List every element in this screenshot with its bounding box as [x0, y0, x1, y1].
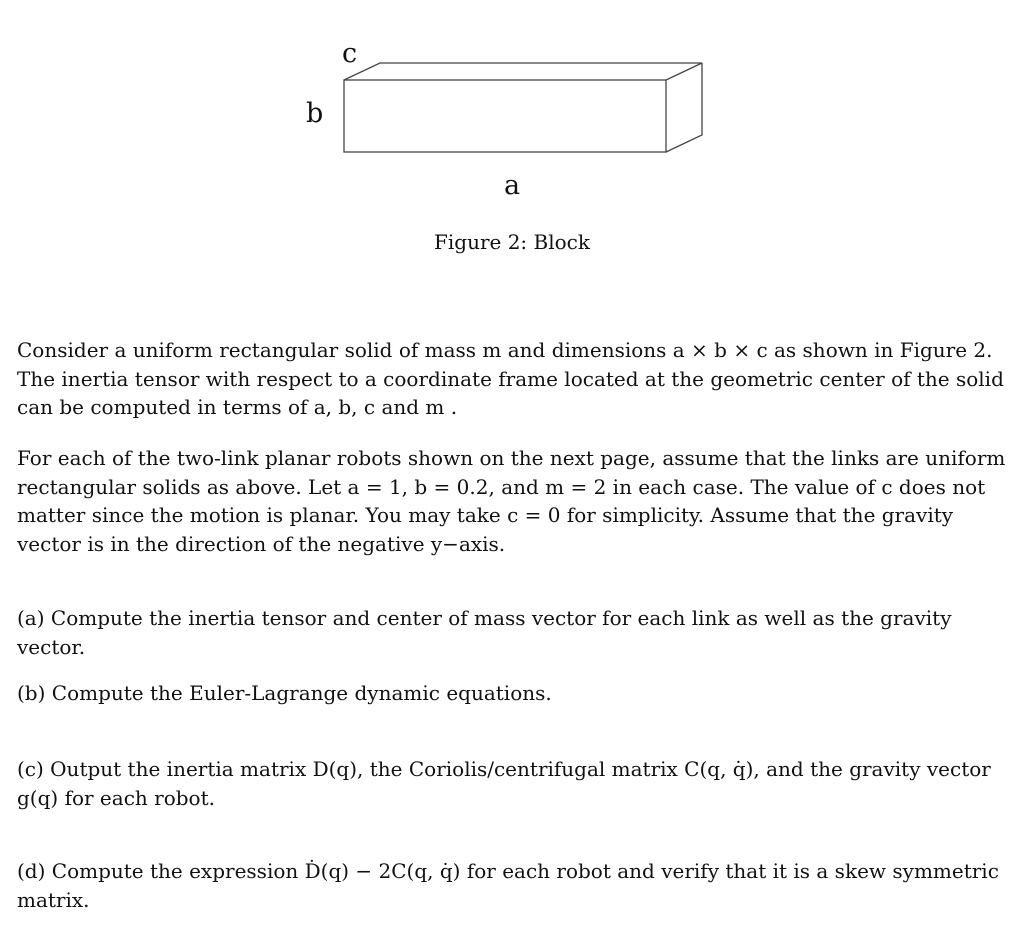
block-side-face [666, 63, 702, 152]
dimension-label-b: b [306, 98, 324, 129]
question-part-c: (c) Output the inertia matrix D(q), the Coriolis/centrifugal matrix C(q, q̇), and the gravity vector g(q) for each robot. [17, 757, 991, 810]
intro-paragraph: Consider a uniform rectangular solid of mass m and dimensions a × b × c as shown in Figure 2. The inertia tensor with respect to a coordinate frame located at the geometric center of the solid can be computed in terms of a, b, c and m . [17, 338, 1004, 419]
figure-caption: Figure 2: Block [434, 230, 590, 254]
question-part-b: (b) Compute the Euler-Lagrange dynamic equations. [17, 681, 552, 705]
dimension-label-a: a [504, 170, 521, 201]
robot-setup-paragraph: For each of the two-link planar robots shown on the next page, assume that the links are uniform rectangular solids as above. Let a = 1, b = 0.2, and m = 2 in each case. The value of c does not matter since the motion is planar. You may take c = 0 for simplicity. Assume that the gravity vector is in the direction of the negative y−axis. [17, 446, 1006, 556]
question-part-a: (a) Compute the inertia tensor and center of mass vector for each link as well as the gravity vector. [17, 606, 952, 659]
block-front-face [344, 80, 666, 152]
block-top-face [344, 63, 702, 80]
question-part-d: (d) Compute the expression Ḋ(q) − 2C(q, q̇) for each robot and verify that it is a skew symmetric matrix. [17, 859, 999, 912]
dimension-label-c: c [342, 38, 358, 69]
